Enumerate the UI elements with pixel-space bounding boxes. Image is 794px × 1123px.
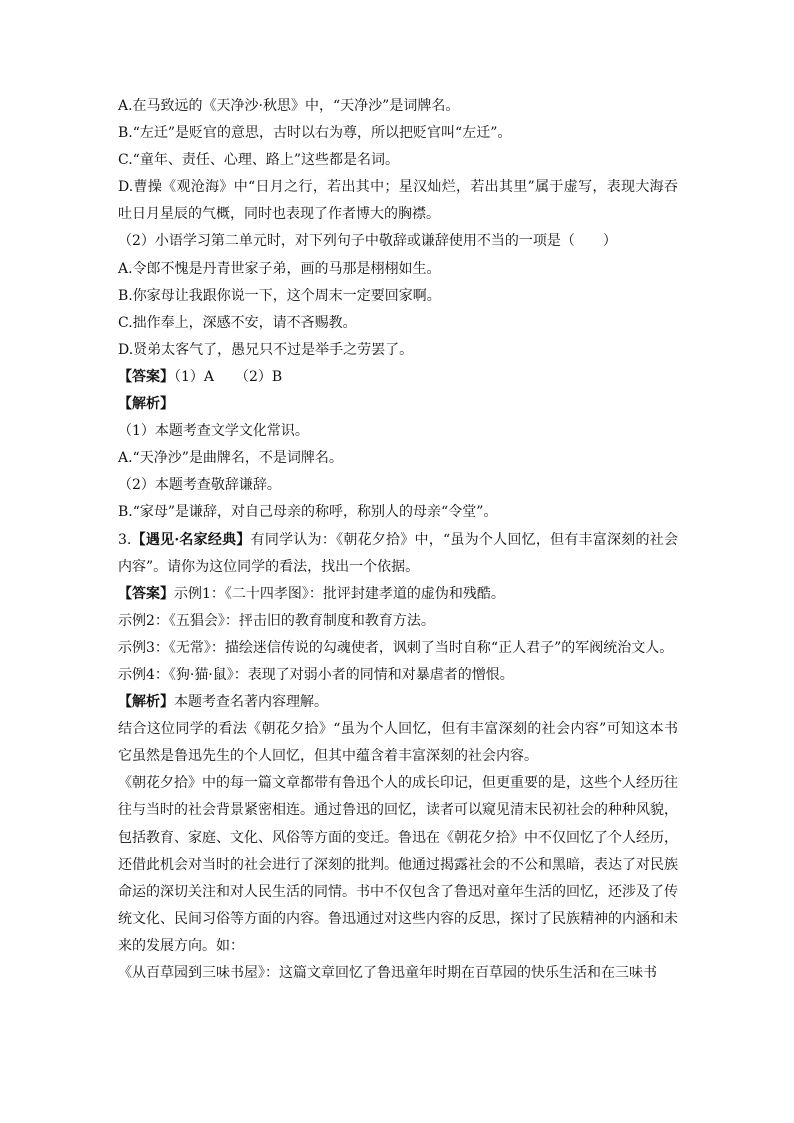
option-a: A.在马致远的《天净沙·秋思》中，“天净沙”是词牌名。 [118, 98, 460, 114]
analysis-1-line: B.“家母”是谦辞，对自己母亲的称呼，称别人的母亲“令堂”。 [118, 504, 498, 521]
analysis-2 [118, 689, 678, 716]
q3-tag: 【遇见·名家经典】 [131, 531, 251, 548]
example-3: 示例3：《无常》：描绘迷信传说的勾魂使者，讽刺了当时自称“正人君子”的军阀统治文人。 [118, 639, 674, 656]
analysis-paragraph: 《朝花夕拾》中的每一篇文章都带有鲁迅个人的成长印记，但更重要的是，这些个人经历往往与当时的社会背景紧密相连。通过鲁迅的回忆，读者可以窥见清末民初社会的种种风貌，包括教育、家庭、文化、风俗等方面的变迁。鲁迅在《朝花夕拾》中不仅回忆了个人经历，还借此机会对当时的社会进行了深刻的批判。他通过揭露社会的不公和黑暗，表达了对民族命运的深切关注和对人民生活的同情。书中不仅包含了鲁迅对童年生活的回忆，还涉及了传统文化、民间习俗等方面的内容。鲁迅通过对这些内容的反思，探讨了民族精神的内涵和未来的发展方向。如： [118, 775, 678, 954]
q2-option-a: A.令郎不愧是丹青世家子弟，画的马那是栩栩如生。 [118, 260, 441, 277]
option-c: C.“童年、责任、心理、路上”这些都是名词。 [118, 152, 399, 169]
analysis-2-tag: 【解析】 [118, 694, 174, 711]
option-d: D.曹操《观沧海》中“日月之行，若出其中；星汉灿烂，若出其里”属于虚写，表现大海吞吐日月星辰的气概，同时也表现了作者博大的胸襟。 [118, 179, 678, 223]
answer-2-tag: 【答案】 [118, 585, 174, 602]
option-b: B.“左迁”是贬官的意思，古时以右为尊，所以把贬官叫“左迁”。 [118, 125, 512, 142]
analysis-1-line: （1）本题考查文学文化常识。 [118, 423, 309, 440]
q2-option-b: B.你家母让我跟你说一下，这个周末一定要回家啊。 [118, 287, 441, 304]
document-body [118, 93, 678, 987]
example-2: 示例2：《五猖会》：抨击旧的教育制度和教育方法。 [118, 612, 435, 629]
q3-number: 3. [118, 531, 132, 548]
answer-tag: 【答案】 [118, 368, 174, 385]
question-2: （2）小语学习第二单元时，对下列句子中敬辞或谦辞使用不当的一项是（ ） [118, 233, 617, 250]
example-4: 示例4：《狗·猫·鼠》：表现了对弱小者的同情和对暴虐者的憎恨。 [118, 666, 514, 683]
analysis-1-line: （2）本题考查敬辞谦辞。 [118, 477, 281, 494]
analysis-paragraph: 结合这位同学的看法《朝花夕拾》“虽为个人回忆，但有丰富深刻的社会内容”可知这本书它虽然是鲁迅先生的个人回忆，但其中蕴含着丰富深刻的社会内容。 [118, 721, 678, 765]
answer-2 [118, 581, 678, 608]
analysis-2-first: 本题考查名著内容理解。 [174, 694, 328, 711]
q3-text: 有同学认为：《朝花夕拾》中，“虽为个人回忆，但有丰富深刻的社会内容”。请你为这位同学的看法，找出一个依据。 [118, 531, 679, 575]
q2-option-c: C.拙作奉上，深感不安，请不吝赐教。 [118, 314, 357, 331]
analysis-1-line: A.“天净沙”是曲牌名，不是词牌名。 [118, 450, 343, 467]
answer-text: （1）A （2）B [174, 368, 283, 385]
q2-option-d: D.贤弟太客气了，愚兄只不过是举手之劳罢了。 [118, 341, 414, 358]
analysis-1-tag: 【解析】 [118, 396, 174, 413]
answer-2-first: 示例1：《二十四孝图》：批评封建孝道的虚伪和残酷。 [174, 585, 505, 602]
answer-1 [118, 364, 678, 391]
analysis-paragraph: 《从百草园到三味书屋》：这篇文章回忆了鲁迅童年时期在百草园的快乐生活和在三味书 [118, 965, 657, 981]
question-3 [118, 527, 678, 581]
